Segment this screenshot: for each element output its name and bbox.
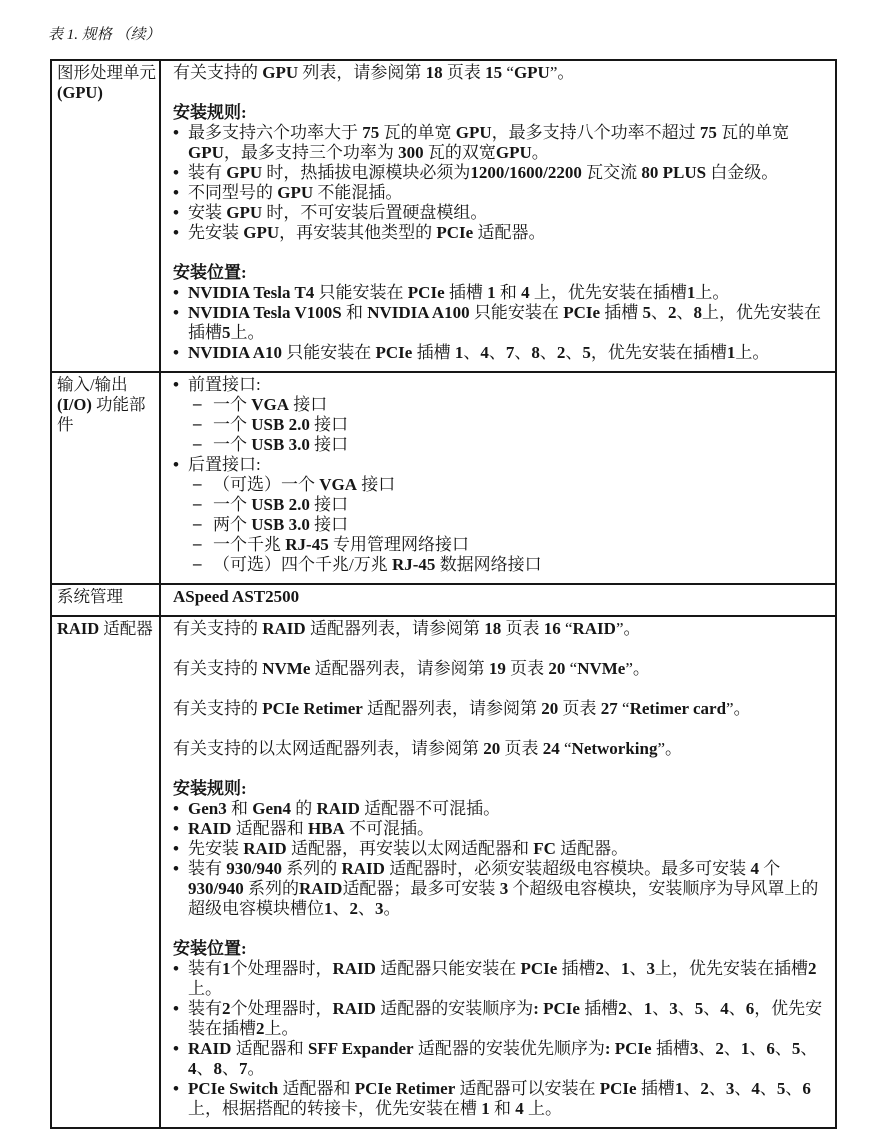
section-heading: 安装位置: <box>173 263 247 282</box>
bullet-list <box>173 799 825 919</box>
paragraph: 有关支持的 NVMe 适配器列表，请参阅第 19 页表 20 “NVMe”。 <box>173 659 650 678</box>
list-item: • 后置接口: – （可选）一个 VGA 接口 – 一个 USB 2.0 接口 – 两个 USB 3.0 接口 – 一个千兆 RJ-45 专用管理网络接口 – （可选）四个千兆/万兆 RJ-45 数据网络接口 <box>173 455 825 575</box>
list-item: • 装有1个处理器时，RAID 适配器只能安装在 PCIe 插槽2、1、3上，优先安装在插槽2上。 <box>173 959 825 999</box>
row-content <box>160 616 836 1128</box>
list-item: – 一个 USB 3.0 接口 <box>188 435 825 455</box>
table-row <box>51 584 836 616</box>
list-item: • Gen3 和 Gen4 的 RAID 适配器不可混插。 <box>173 799 825 819</box>
list-item: • 装有 GPU 时，热插拔电源模块必须为1200/1600/2200 瓦交流 80 PLUS 白金级。 <box>173 163 825 183</box>
row-content <box>160 584 836 616</box>
row-label: RAID 适配器 <box>51 616 160 1128</box>
bullet-list <box>173 123 825 243</box>
row-label: 输入/输出 (I/O) 功能部件 <box>51 372 160 584</box>
list-item: • 最多支持六个功率大于 75 瓦的单宽 GPU，最多支持八个功率不超过 75 瓦的单宽 GPU，最多支持三个功率为 300 瓦的双宽GPU。 <box>173 123 825 163</box>
row-label: 图形处理单元 (GPU) <box>51 60 160 372</box>
section-heading: 安装规则: <box>173 103 247 122</box>
dash-sublist <box>188 395 825 455</box>
paragraph: 有关支持的 PCIe Retimer 适配器列表，请参阅第 20 页表 27 “Retimer card”。 <box>173 699 751 718</box>
paragraph: ASpeed AST2500 <box>173 587 300 606</box>
list-item: • 先安装 GPU，再安装其他类型的 PCIe 适配器。 <box>173 223 825 243</box>
list-item: • 装有2个处理器时，RAID 适配器的安装顺序为: PCIe 插槽2、1、3、5、4、6，优先安装在插槽2上。 <box>173 999 825 1039</box>
bullet-list <box>173 959 825 1119</box>
list-item: – 一个千兆 RJ-45 专用管理网络接口 <box>188 535 825 555</box>
list-item: • RAID 适配器和 SFF Expander 适配器的安装优先顺序为: PCIe 插槽3、2、1、6、5、4、8、7。 <box>173 1039 825 1079</box>
row-content <box>160 372 836 584</box>
list-item: • 前置接口: – 一个 VGA 接口 – 一个 USB 2.0 接口 – 一个 USB 3.0 接口 <box>173 375 825 455</box>
list-item: • 安装 GPU 时，不可安装后置硬盘模组。 <box>173 203 825 223</box>
row-content <box>160 60 836 372</box>
list-item: • 先安装 RAID 适配器，再安装以太网适配器和 FC 适配器。 <box>173 839 825 859</box>
table-row <box>51 616 836 1128</box>
bullet-list <box>173 283 825 363</box>
list-item: – 一个 VGA 接口 <box>188 395 825 415</box>
list-item: • NVIDIA A10 只能安装在 PCIe 插槽 1、4、7、8、2、5，优先安装在插槽1上。 <box>173 343 825 363</box>
paragraph: 有关支持的以太网适配器列表，请参阅第 20 页表 24 “Networking”。 <box>173 739 683 758</box>
paragraph: 有关支持的 RAID 适配器列表，请参阅第 18 页表 16 “RAID”。 <box>173 619 641 638</box>
dash-sublist <box>188 475 825 575</box>
paragraph: 有关支持的 GPU 列表，请参阅第 18 页表 15 “GPU”。 <box>173 63 575 82</box>
list-item: • 不同型号的 GPU 不能混插。 <box>173 183 825 203</box>
spec-table-body <box>51 60 836 1128</box>
list-item: – 两个 USB 3.0 接口 <box>188 515 825 535</box>
spec-table <box>50 59 837 1129</box>
row-label: 系统管理 <box>51 584 160 616</box>
list-item: • NVIDIA Tesla V100S 和 NVIDIA A100 只能安装在 PCIe 插槽 5、2、8上，优先安装在插槽5上。 <box>173 303 825 343</box>
list-item: • PCIe Switch 适配器和 PCIe Retimer 适配器可以安装在 PCIe 插槽1、2、3、4、5、6 上，根据搭配的转接卡，优先安装在槽 1 和 4 上。 <box>173 1079 825 1119</box>
table-row <box>51 60 836 372</box>
list-item: – 一个 USB 2.0 接口 <box>188 495 825 515</box>
list-item: • RAID 适配器和 HBA 不可混插。 <box>173 819 825 839</box>
section-heading: 安装位置: <box>173 939 247 958</box>
list-item: • 装有 930/940 系列的 RAID 适配器时，必须安装超级电容模块。最多可安装 4 个 930/940 系列的RAID适配器；最多可安装 3 个超级电容模块，安装顺序为导风罩上的超级电容模块槽位1、2、3。 <box>173 859 825 919</box>
table-row <box>51 372 836 584</box>
list-item: – （可选）一个 VGA 接口 <box>188 475 825 495</box>
section-heading: 安装规则: <box>173 779 247 798</box>
list-item: • NVIDIA Tesla T4 只能安装在 PCIe 插槽 1 和 4 上，优先安装在插槽1上。 <box>173 283 825 303</box>
bullet-list <box>173 375 825 575</box>
table-caption: 表 1. 规格 （续） <box>48 27 161 43</box>
list-item: – （可选）四个千兆/万兆 RJ-45 数据网络接口 <box>188 555 825 575</box>
list-item: – 一个 USB 2.0 接口 <box>188 415 825 435</box>
